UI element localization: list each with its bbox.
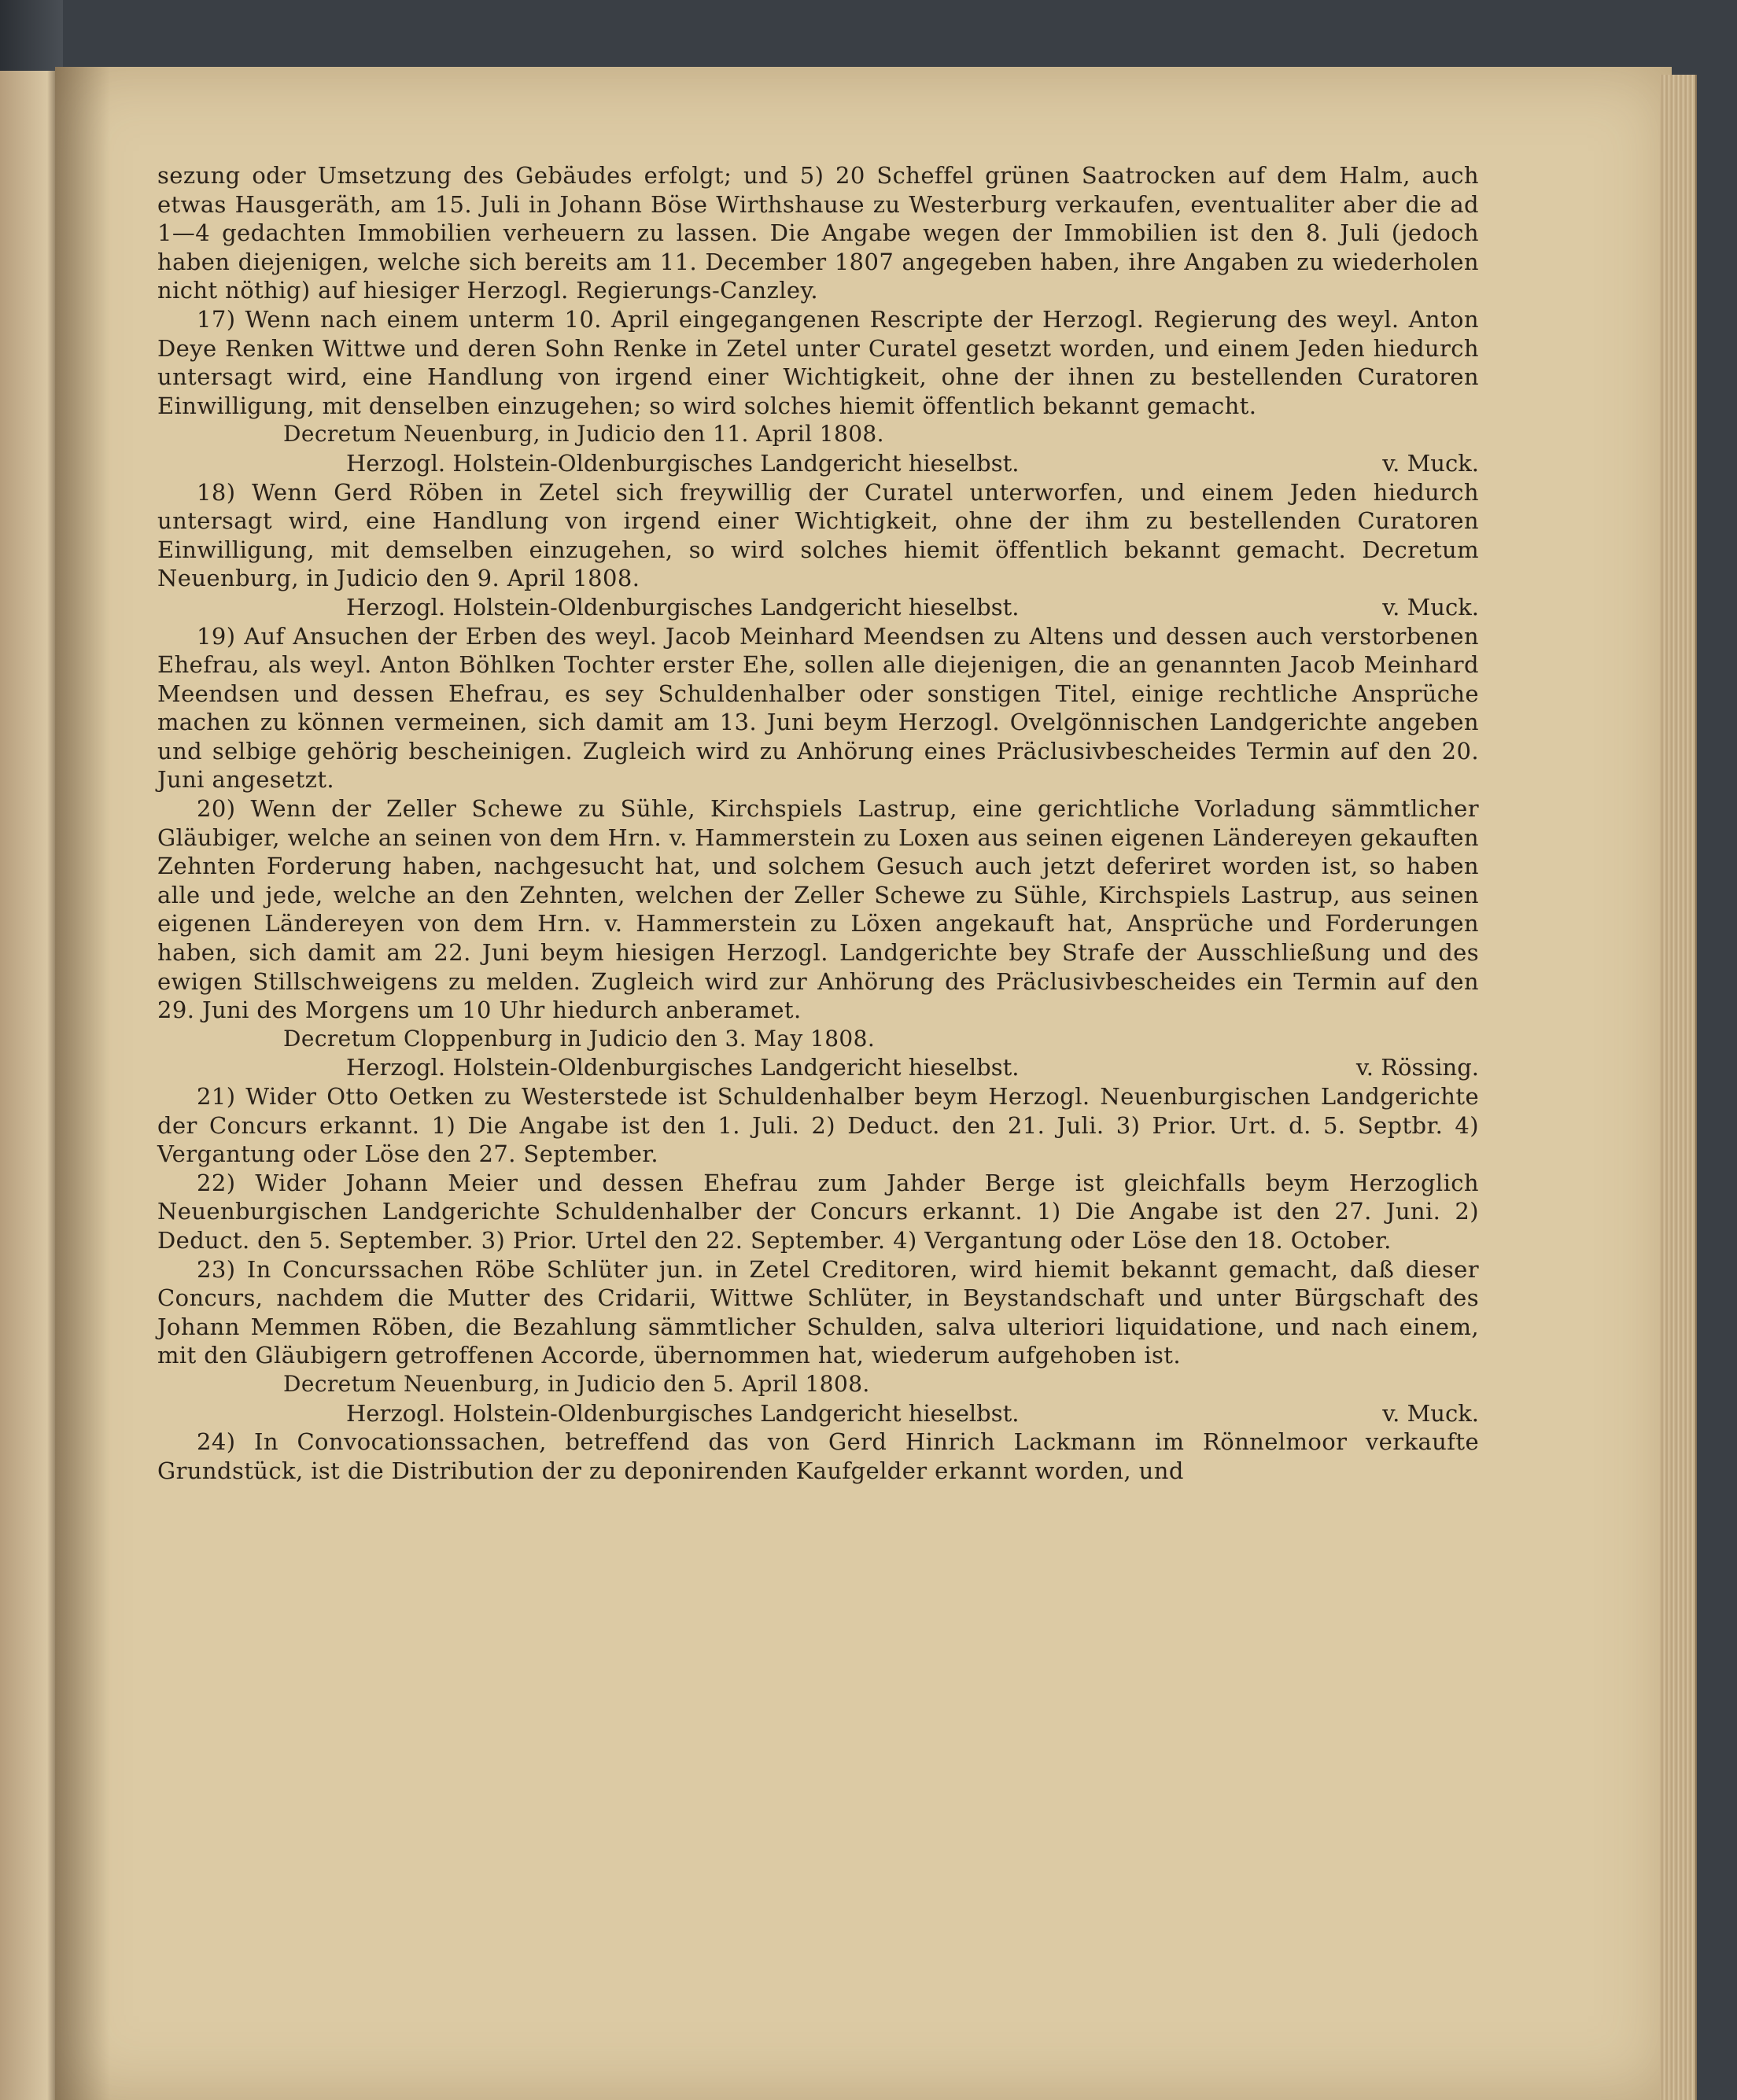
signature-court: Herzogl. Holstein-Oldenburgisches Landgericht hieselbst. bbox=[346, 1399, 1020, 1427]
page-stack-edge bbox=[1660, 75, 1697, 2100]
previous-page-edge bbox=[0, 71, 59, 2100]
paragraph-23: 23) In Concurssachen Röbe Schlüter jun. in Zetel Creditoren, wird hiemit bekannt gemacht, daß dieser Concurs, nachdem die Mutter des Cridarii, Wittwe Schlüter, in Beystandschaft und unter Bürgschaft des Johann Memmen Röben, die Bezahlung sämmtlicher Schulden, salva ulteriori liquidatione, und nach einem, mit den Gläubigern getroffenen Accorde, übernommen hat, wiederum aufgehoben ist. bbox=[157, 1255, 1479, 1369]
signature-official: v. Muck. bbox=[1382, 593, 1479, 621]
signature-23 bbox=[157, 1399, 1479, 1428]
signature-court: Herzogl. Holstein-Oldenburgisches Landgericht hieselbst. bbox=[346, 593, 1020, 621]
page-text bbox=[157, 161, 1479, 1485]
decree-17: Decretum Neuenburg, in Judicio den 11. April 1808. bbox=[283, 421, 884, 448]
signature-official: v. Muck. bbox=[1382, 1399, 1479, 1427]
paragraph-continued: sezung oder Umsetzung des Gebäudes erfolgt; und 5) 20 Scheffel grünen Saatrocken auf dem Halm, auch etwas Hausgeräth, am 15. Juli in Johann Böse Wirthshause zu Westerburg verkaufen, eventualiter aber die ad 1—4 gedachten Immobilien verheuern zu lassen. Die Angabe wegen der Immobilien ist den 8. Juli (jedoch haben diejenigen, welche sich bereits am 11. December 1807 angegeben haben, ihre Angaben zu wiederholen nicht nöthig) auf hiesiger Herzogl. Regierungs-Canzley. bbox=[157, 162, 1479, 304]
paragraph-20: 20) Wenn der Zeller Schewe zu Sühle, Kirchspiels Lastrup, eine gerichtliche Vorladung sämmtlicher Gläubiger, welche an seinen von dem Hrn. v. Hammerstein zu Loxen aus seinen eigenen Ländereyen gekauften Zehnten Forderung haben, nachgesucht hat, und solchem Gesuch auch jetzt deferiret worden ist, so haben alle und jede, welche an den Zehnten, welchen der Zeller Schewe zu Sühle, Kirchspiels Lastrup, aus seinen eigenen Ländereyen von dem Hrn. v. Hammerstein zu Löxen angekauft hat, Ansprüche und Forderungen haben, sich damit am 22. Juni beym hiesigen Herzogl. Landgerichte bey Strafe der Ausschließung und des ewigen Stillschweigens zu melden. Zugleich wird zur Anhörung des Präclusivbescheides ein Termin auf den 29. Juni des Morgens um 10 Uhr hiedurch anberamet. bbox=[157, 795, 1480, 1024]
paragraph-24: 24) In Convocationssachen, betreffend das von Gerd Hinrich Lackmann im Rönnelmoor verkaufte Grundstück, ist die Distribution der zu deponirenden Kaufgelder erkannt worden, und bbox=[157, 1428, 1479, 1484]
decree-20: Decretum Cloppenburg in Judicio den 3. May 1808. bbox=[283, 1025, 876, 1052]
paragraph-22: 22) Wider Johann Meier und dessen Ehefrau zum Jahder Berge ist gleichfalls beym Herzoglich Neuenburgischen Landgerichte Schuldenhalber der Concurs erkannt. 1) Die Angabe ist den 27. Juni. 2) Deduct. den 5. September. 3) Prior. Urtel den 22. September. 4) Vergantung oder Löse den 18. October. bbox=[157, 1169, 1479, 1254]
spine-shadow bbox=[55, 67, 110, 2100]
signature-court: Herzogl. Holstein-Oldenburgisches Landgericht hieselbst. bbox=[346, 449, 1020, 477]
paragraph-18: 18) Wenn Gerd Röben in Zetel sich freywillig der Curatel unterworfen, und einem Jeden hiedurch untersagt wird, eine Handlung von irgend einer Wichtigkeit, ohne der ihm zu bestellenden Curatoren Einwilligung, mit demselben einzugehen, so wird solches hiemit öffentlich bekannt gemacht. Decretum Neuenburg, in Judicio den 9. April 1808. bbox=[157, 478, 1479, 592]
signature-20 bbox=[157, 1053, 1479, 1082]
signature-official: v. Rössing. bbox=[1355, 1054, 1479, 1081]
paragraph-17: 17) Wenn nach einem unterm 10. April eingegangenen Rescripte der Herzogl. Regierung des weyl. Anton Deye Renken Wittwe und deren Sohn Renke in Zetel unter Curatel gesetzt worden, und einem Jeden hiedurch untersagt wird, eine Handlung von irgend einer Wichtigkeit, ohne der ihnen zu bestellenden Curatoren Einwilligung, mit denselben einzugehen; so wird solches hiemit öffentlich bekannt gemacht. bbox=[157, 305, 1479, 419]
signature-18 bbox=[157, 593, 1479, 622]
signature-court: Herzogl. Holstein-Oldenburgisches Landgericht hieselbst. bbox=[346, 1054, 1020, 1081]
decree-23: Decretum Neuenburg, in Judicio den 5. April 1808. bbox=[283, 1370, 870, 1397]
signature-17 bbox=[157, 449, 1479, 478]
paragraph-21: 21) Wider Otto Oetken zu Westerstede ist Schuldenhalber beym Herzogl. Neuenburgischen Landgerichte der Concurs erkannt. 1) Die Angabe ist den 1. Juli. 2) Deduct. den 21. Juli. 3) Prior. Urt. d. 5. Septbr. 4) Vergantung oder Löse den 27. September. bbox=[157, 1083, 1479, 1168]
paragraph-19: 19) Auf Ansuchen der Erben des weyl. Jacob Meinhard Meendsen zu Altens und dessen auch verstorbenen Ehefrau, als weyl. Anton Böhlken Tochter erster Ehe, sollen alle diejenigen, die an genannten Jacob Meinhard Meendsen und dessen Ehefrau, es sey Schuldenhalber oder sonstigen Titel, einige rechtliche Ansprüche machen zu können vermeinen, sich damit am 13. Juni beym Herzogl. Ovelgönnischen Landgerichte angeben und selbige gehörig bescheinigen. Zugleich wird zu Anhörung eines Präclusivbescheides Termin auf den 20. Juni angesetzt. bbox=[157, 622, 1479, 794]
signature-official: v. Muck. bbox=[1382, 449, 1479, 477]
